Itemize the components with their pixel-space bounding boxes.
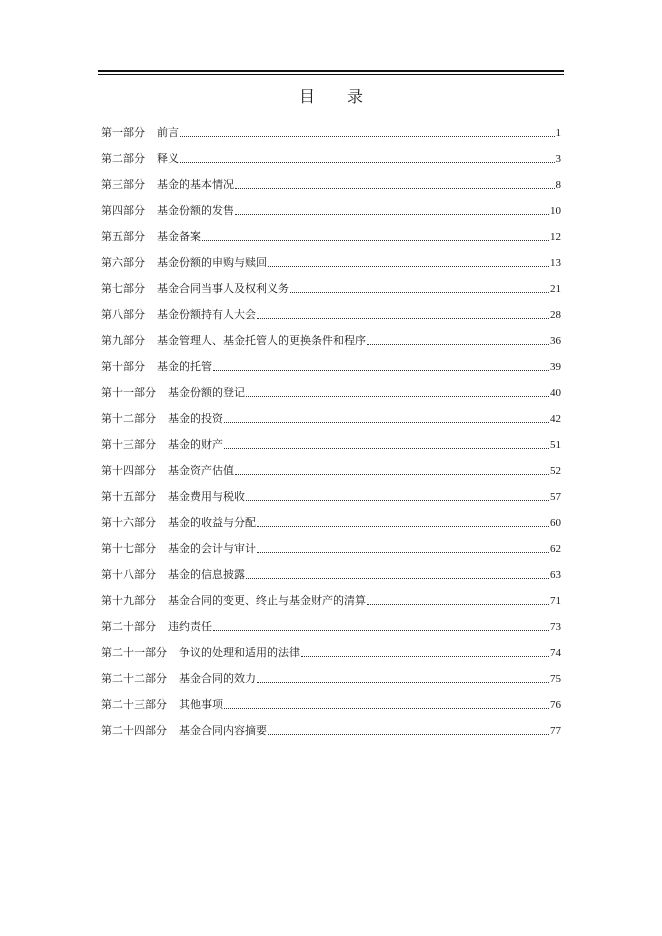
toc-entry-dot-leader [257,552,549,553]
toc-entry-part: 第十部分 [101,360,145,373]
toc-list [101,117,561,741]
toc-entry[interactable] [101,351,561,377]
toc-entry[interactable] [101,169,561,195]
toc-entry[interactable] [101,663,561,689]
toc-entry[interactable] [101,611,561,637]
toc-entry-dot-leader [290,292,549,293]
toc-entry-page-number: 12 [550,231,561,243]
toc-entry-dot-leader [268,734,549,735]
toc-title-text: 目 录 [298,87,363,106]
toc-entry-title: 基金的信息披露 [168,568,245,581]
toc-entry[interactable] [101,585,561,611]
toc-entry-dot-leader [367,604,549,605]
toc-entry-title: 基金份额的发售 [157,204,234,217]
toc-entry-dot-leader [202,240,549,241]
toc-entry-page-number: 1 [555,127,561,139]
toc-entry-dot-leader [268,266,549,267]
toc-entry[interactable] [101,533,561,559]
toc-entry-part: 第三部分 [101,178,145,191]
toc-entry-part: 第十六部分 [101,516,156,529]
toc-entry-title: 基金管理人、基金托管人的更换条件和程序 [157,334,366,347]
toc-entry-part: 第十四部分 [101,464,156,477]
toc-entry[interactable] [101,715,561,741]
toc-entry-title: 前言 [157,126,179,139]
toc-entry-page-number: 40 [550,387,561,399]
toc-entry[interactable] [101,481,561,507]
toc-entry-dot-leader [235,188,555,189]
toc-title [0,86,662,108]
toc-entry[interactable] [101,377,561,403]
toc-entry-page-number: 73 [550,621,561,633]
toc-entry-page-number: 77 [550,725,561,737]
toc-entry-page-number: 3 [555,153,561,165]
toc-entry[interactable] [101,299,561,325]
toc-entry-part: 第六部分 [101,256,145,269]
toc-entry-title: 基金份额的申购与赎回 [157,256,267,269]
toc-entry-dot-leader [257,318,549,319]
toc-entry[interactable] [101,559,561,585]
toc-entry-page-number: 52 [550,465,561,477]
toc-entry-page-number: 76 [550,699,561,711]
toc-entry-dot-leader [257,526,549,527]
toc-entry-title: 基金的财产 [168,438,223,451]
toc-entry-page-number: 51 [550,439,561,451]
toc-entry-page-number: 62 [550,543,561,555]
toc-entry-dot-leader [246,500,549,501]
header-rule-thin [98,74,564,75]
toc-entry-title: 基金合同当事人及权利义务 [157,282,289,295]
toc-entry-page-number: 75 [550,673,561,685]
toc-entry-dot-leader [180,162,555,163]
toc-entry-part: 第五部分 [101,230,145,243]
toc-entry-part: 第十三部分 [101,438,156,451]
toc-entry[interactable] [101,429,561,455]
toc-entry-page-number: 28 [550,309,561,321]
toc-entry-dot-leader [224,448,549,449]
toc-entry-part: 第二十四部分 [101,724,167,737]
toc-entry[interactable] [101,195,561,221]
toc-entry-title: 基金的托管 [157,360,212,373]
toc-entry-page-number: 63 [550,569,561,581]
toc-entry-title: 基金合同的变更、终止与基金财产的清算 [168,594,366,607]
toc-entry-part: 第十七部分 [101,542,156,555]
toc-entry-dot-leader [301,656,549,657]
toc-entry-page-number: 42 [550,413,561,425]
toc-entry-part: 第十八部分 [101,568,156,581]
toc-entry-title: 违约责任 [168,620,212,633]
toc-entry-title: 基金的收益与分配 [168,516,256,529]
toc-entry-page-number: 71 [550,595,561,607]
toc-entry-page-number: 57 [550,491,561,503]
toc-entry[interactable] [101,143,561,169]
toc-entry[interactable] [101,403,561,429]
toc-entry[interactable] [101,507,561,533]
toc-entry-dot-leader [224,422,549,423]
toc-entry-part: 第十二部分 [101,412,156,425]
toc-entry-part: 第四部分 [101,204,145,217]
toc-entry-dot-leader [213,630,549,631]
toc-entry-page-number: 8 [555,179,561,191]
toc-entry-page-number: 39 [550,361,561,373]
toc-entry-part: 第一部分 [101,126,145,139]
toc-entry-part: 第九部分 [101,334,145,347]
toc-entry-part: 第七部分 [101,282,145,295]
toc-entry-title: 基金资产估值 [168,464,234,477]
toc-entry-title: 基金费用与税收 [168,490,245,503]
toc-entry-page-number: 36 [550,335,561,347]
toc-entry[interactable] [101,117,561,143]
toc-entry-title: 基金的投资 [168,412,223,425]
toc-entry-title: 基金份额持有人大会 [157,308,256,321]
toc-entry-part: 第二十二部分 [101,672,167,685]
toc-entry[interactable] [101,455,561,481]
header-rule-thick [98,70,564,72]
toc-entry-dot-leader [224,708,549,709]
toc-entry-title: 其他事项 [179,698,223,711]
toc-entry-page-number: 74 [550,647,561,659]
toc-entry-dot-leader [180,136,555,137]
toc-entry-part: 第十九部分 [101,594,156,607]
toc-entry[interactable] [101,689,561,715]
toc-entry-part: 第二十一部分 [101,646,167,659]
toc-entry-dot-leader [257,682,549,683]
toc-entry-part: 第八部分 [101,308,145,321]
toc-entry-title: 基金备案 [157,230,201,243]
toc-entry-page-number: 60 [550,517,561,529]
toc-entry-dot-leader [235,214,549,215]
toc-entry-part: 第十一部分 [101,386,156,399]
toc-entry-part: 第二部分 [101,152,145,165]
toc-entry-title: 基金合同的效力 [179,672,256,685]
toc-entry-title: 基金的会计与审计 [168,542,256,555]
toc-entry-dot-leader [246,578,549,579]
toc-entry-title: 基金份额的登记 [168,386,245,399]
toc-entry-dot-leader [367,344,549,345]
toc-entry[interactable] [101,325,561,351]
toc-entry-dot-leader [235,474,549,475]
toc-entry-page-number: 13 [550,257,561,269]
toc-entry-dot-leader [213,370,549,371]
toc-entry-dot-leader [246,396,549,397]
toc-entry-page-number: 10 [550,205,561,217]
toc-entry[interactable] [101,637,561,663]
toc-entry[interactable] [101,273,561,299]
toc-entry-page-number: 21 [550,283,561,295]
toc-entry-part: 第十五部分 [101,490,156,503]
toc-entry[interactable] [101,247,561,273]
toc-entry-title: 释义 [157,152,179,165]
toc-entry[interactable] [101,221,561,247]
toc-entry-part: 第二十部分 [101,620,156,633]
toc-entry-title: 争议的处理和适用的法律 [179,646,300,659]
toc-entry-title: 基金的基本情况 [157,178,234,191]
toc-entry-title: 基金合同内容摘要 [179,724,267,737]
toc-entry-part: 第二十三部分 [101,698,167,711]
